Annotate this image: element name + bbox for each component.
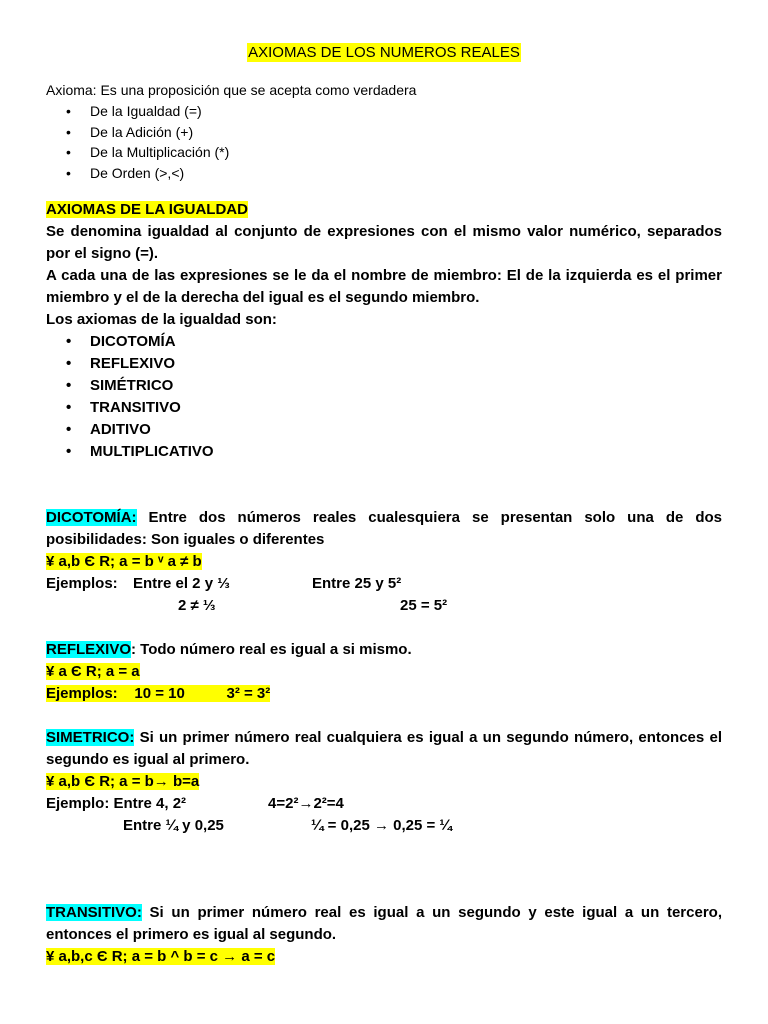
reflexivo-section [46, 639, 722, 705]
list-item: • De Orden (>,<) [66, 163, 229, 184]
simetrico-label: SIMETRICO: [46, 729, 135, 746]
dicotomia-label: DICOTOMÍA: [46, 509, 137, 526]
dicotomia-examples-label: Ejemplos: [46, 575, 118, 592]
simetrico-text: Si un primer número real cualquiera es igual a un segundo número, entonces el segundo es igual al primero. [46, 729, 722, 768]
simetrico-example-1: Ejemplo: Entre 4, 2² [46, 795, 187, 812]
list-item: • MULTIPLICATIVO [66, 441, 722, 463]
simetrico-section [46, 727, 722, 837]
title-text: AXIOMAS DE LOS NUMEROS REALES [248, 44, 520, 61]
simetrico-example-2: Entre ¼ y 0,25 [123, 817, 224, 834]
transitivo-text: Si un primer número real es igual a un segundo y este igual a un tercero, entonces el primero es igual al segundo. [46, 904, 722, 943]
igualdad-paragraph-2: A cada una de las expresiones se le da el nombre de miembro: El de la izquierda es el primer miembro y el de la derecha del igual es el segundo miembro. [46, 267, 722, 306]
reflexivo-examples: Ejemplos: 10 = 10 3² = 3² [46, 685, 271, 702]
list-item: • ADITIVO [66, 419, 722, 441]
intro-list [66, 101, 229, 183]
dicotomia-example-1: Entre el 2 y ⅓ [133, 575, 230, 592]
dicotomia-example-2: Entre 25 y 5² [312, 575, 402, 592]
dicotomia-text: Entre dos números reales cualesquiera se presentan solo una de dos posibilidades: Son iguales o diferentes [46, 509, 722, 548]
list-item: • De la Multiplicación (*) [66, 142, 229, 163]
list-item: • SIMÉTRICO [66, 375, 722, 397]
reflexivo-text: : Todo número real es igual a si mismo. [131, 641, 412, 658]
reflexivo-label: REFLEXIVO [46, 641, 132, 658]
igualdad-paragraph-3: Los axiomas de la igualdad son: [46, 311, 277, 328]
reflexivo-formula: ¥ a Є R; a = a [46, 663, 140, 680]
list-item: • De la Igualdad (=) [66, 101, 229, 122]
transitivo-section [46, 902, 722, 968]
igualdad-section [46, 199, 722, 463]
dicotomia-result-2: 25 = 5² [400, 597, 448, 614]
intro-text: Axioma: Es una proposición que se acepta como verdadera [46, 82, 417, 98]
simetrico-formula: ¥ a,b Є R; a = b→ b=a [46, 773, 200, 790]
igualdad-heading: AXIOMAS DE LA IGUALDAD [46, 201, 248, 218]
list-item: • De la Adición (+) [66, 122, 229, 143]
dicotomia-result-1: 2 ≠ ⅓ [178, 597, 216, 614]
list-item: • TRANSITIVO [66, 397, 722, 419]
dicotomia-formula: ¥ a,b Є R; a = b ᵛ a ≠ b [46, 553, 202, 570]
simetrico-example-2-result: ¼ = 0,25 → 0,25 = ¼ [311, 817, 452, 834]
igualdad-list [46, 331, 722, 463]
igualdad-paragraph-1: Se denomina igualdad al conjunto de expresiones con el mismo valor numérico, separados por el signo (=). [46, 223, 722, 262]
transitivo-label: TRANSITIVO: [46, 904, 142, 921]
simetrico-example-1-result: 4=2²→2²=4 [268, 795, 344, 812]
list-item: • REFLEXIVO [66, 353, 722, 375]
transitivo-formula: ¥ a,b,c Є R; a = b ^ b = c → a = c [46, 948, 276, 965]
dicotomia-section [46, 507, 722, 617]
list-item: • DICOTOMÍA [66, 331, 722, 353]
page-title [0, 44, 768, 61]
